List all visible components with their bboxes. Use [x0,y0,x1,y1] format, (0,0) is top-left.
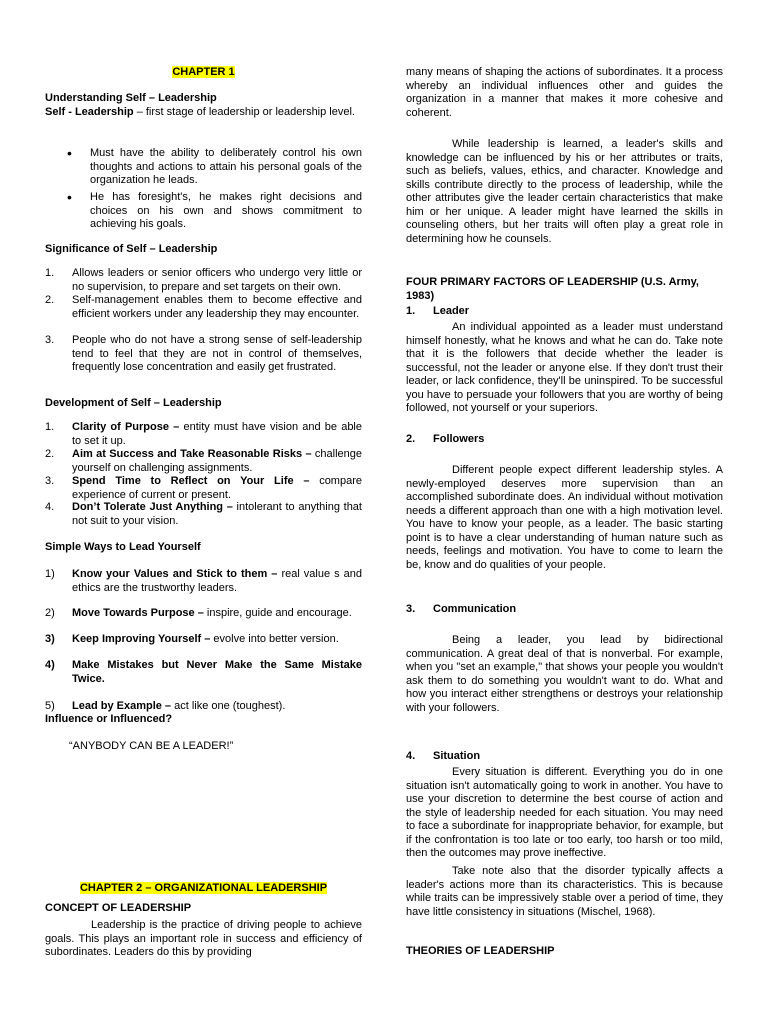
development-heading: Development of Self – Leadership [45,397,222,409]
section-heading: 2. Followers [406,433,485,445]
list-item: 1. Clarity of Purpose – entity must have vision and be able to set it up. [45,421,362,447]
list-item: 4) Make Mistakes but Never Make the Same Mistake Twice. [45,659,362,685]
list-item: • He has foresight's, he makes right decisions and choices on his own and shows commitment to achieving his goals. [67,189,362,230]
theories-heading: THEORIES OF LEADERSHIP [406,945,555,957]
list-item: 4. Don’t Tolerate Just Anything – intolerant to anything that not suit to your vision. [45,501,362,527]
list-item: 2. Self-management enables them to become effective and efficient workers under any leadership they may encounter. [45,294,362,320]
section-heading: 1. Leader [406,305,470,317]
followers-paragraph: Different people expect different leadership styles. A newly-employed deserves more supervision than an accomplished subordinate does. An individual without motivation needs a different approach than one with a high motivation level. You have to know your people, as a leader. The basic starting point is to have a clear understanding of human nature such as needs, feelings and motivation. You have to come to learn the be, know and do qualities of your people. [406,464,723,571]
list-item: • Must have the ability to deliberately control his own thoughts and actions to attain his personal goals of the organization he leads. [67,145,362,186]
leader-quote: “ANYBODY CAN BE A LEADER!” [69,740,234,752]
concept-paragraph: Leadership is the practice of driving people to achieve goals. This plays an important role in success and efficiency of subordinates. Leaders do this by providing [45,919,362,958]
chapter-2-title: CHAPTER 2 – ORGANIZATIONAL LEADERSHIP [79,882,328,894]
chapter-1-title: CHAPTER 1 [172,66,235,78]
list-item: 5) Lead by Example – act like one (toughest). [45,700,286,712]
understanding-heading: Understanding Self – Leadership [45,92,217,104]
simple-ways-heading: Simple Ways to Lead Yourself [45,541,201,553]
influence-heading: Influence or Influenced? [45,713,173,725]
list-item: 1) Know your Values and Stick to them – real value s and ethics are the trustworthy leaders. [45,568,363,594]
situation-paragraph: Every situation is different. Everything you do in one situation isn't automatically going to work in another. You have to use your discretion to determine the best course of action and the style of leadership needed for each situation. You may need to face a subordinate for inappropriate behavior, for example, but if the confrontation is too late or too early, too harsh or too mild, then the outcomes may prove ineffective. [406,766,723,859]
list-item: 3. Spend Time to Reflect on Your Life – compare experience of current or present. [45,475,362,501]
list-item: 1. Allows leaders or senior officers who undergo very little or no supervision, to prepare and set targets on their own. [45,267,362,293]
four-factors-heading: FOUR PRIMARY FACTORS OF LEADERSHIP (U.S. Army, 1983) [406,276,699,302]
list-item: 2) Move Towards Purpose – inspire, guide and encourage. [45,607,352,619]
bullet-icon: • [67,189,72,205]
communication-paragraph: Being a leader, you lead by bidirectional communication. A great deal of that is nonverbal. For example, when you "set an example," that shows your people you wouldn't ask them to do something you wouldn't want to do. What and how you interact either strengthens or destroys your relationship with your followers. [406,634,723,714]
list-item: 3) Keep Improving Yourself – evolve into better version. [45,633,339,645]
concept-heading: CONCEPT OF LEADERSHIP [45,902,192,914]
list-item: 2. Aim at Success and Take Reasonable Risks – challenge yourself on challenging assignments. [45,448,362,474]
learned-paragraph: While leadership is learned, a leader's skills and knowledge can be influenced by his or her attributes or traits, such as beliefs, values, ethics, and character. Knowledge and skills contribute directly to the process of leadership, while the other attributes give the leader certain characteristics that make him or her unique. A leader might have learned the skills in counseling others, but her traits will often play a great role in determining how he counsels. [406,138,723,245]
leader-paragraph: An individual appointed as a leader must understand himself honestly, what he knows and what he can do. Take note that it is the followers that decide whether the leader is successful, not the leader or anyone else. If they don't trust their leader, or lack confidence, they'll be uninspired. To be successful you have to persuade your followers that you are worthy of being followed, not yourself or your superiors. [406,321,723,414]
self-leadership-definition: Self - Leadership – first stage of leadership or leadership level. [45,106,355,118]
situation-note-paragraph: Take note also that the disorder typically affects a leader's actions more than its characteristics. This is because while traits can be impressively stable over a period of time, they have little consistency in situations (Mischel, 1968). [406,865,723,918]
continuation-paragraph: many means of shaping the actions of subordinates. It a process whereby an individual influences other and guides the organization in a manner that makes it more cohesive and coherent. [406,66,723,119]
list-item: 3. People who do not have a strong sense of self-leadership tend to feel that they are not in control of themselves, frequently lose concentration and easily get frustrated. [45,334,362,373]
section-heading: 4. Situation [406,750,481,762]
significance-heading: Significance of Self – Leadership [45,243,218,255]
bullet-icon: • [67,145,72,161]
section-heading: 3. Communication [406,603,517,615]
